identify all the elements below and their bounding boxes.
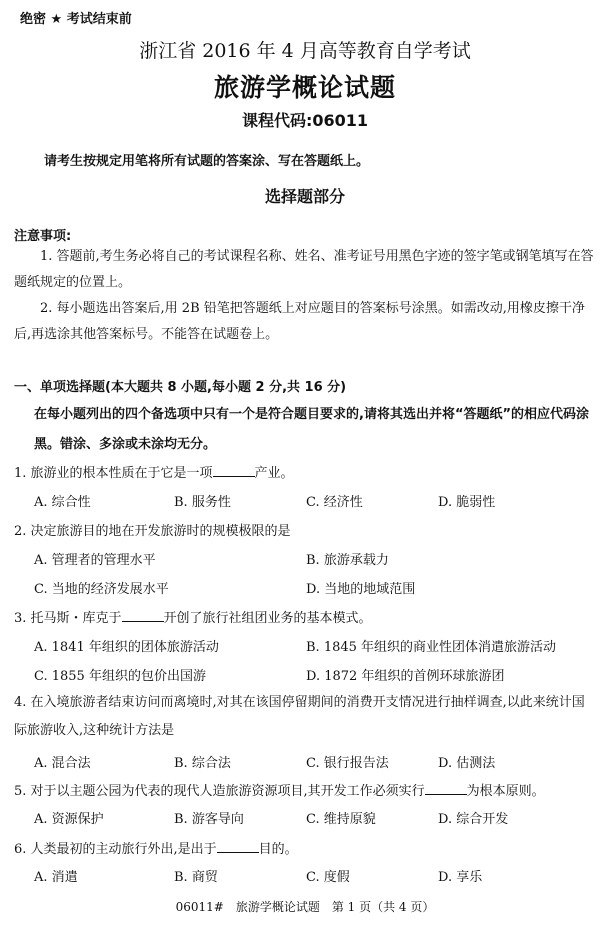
- option: A. 1841 年组织的团体旅游活动: [34, 640, 219, 655]
- question-3: [14, 607, 372, 626]
- exam-subtitle: 浙江省 2016 年 4 月高等教育自学考试: [139, 40, 471, 62]
- option: A. 消遣: [34, 870, 78, 885]
- option: A. 综合性: [34, 495, 91, 510]
- note-item: 2. 每小题选出答案后,用 2B 铅笔把答题纸上对应题目的答案标号涂黑。如需改动,用橡皮擦干净后,再选涂其他答案标号。不能答在试题卷上。: [14, 301, 585, 342]
- course-code: 课程代码:06011: [241, 111, 369, 130]
- option: D. 当地的地域范围: [306, 582, 416, 597]
- option: D. 估测法: [438, 756, 496, 771]
- option: B. 1845 年组织的商业性团体消遣旅游活动: [306, 640, 557, 655]
- option: B. 游客导向: [174, 812, 244, 827]
- notes-heading: 注意事项:: [14, 229, 72, 244]
- question-stem: 2. 决定旅游目的地在开发旅游时的规模极限的是: [14, 524, 291, 539]
- question-stem-end: 产业。: [254, 466, 294, 481]
- option: B. 服务性: [174, 495, 231, 510]
- option: C. 度假: [306, 870, 350, 885]
- option: C. 当地的经济发展水平: [34, 582, 169, 597]
- page-footer: 06011# 旅游学概论试题 第 1 页（共 4 页）: [175, 900, 435, 914]
- option: B. 旅游承载力: [306, 553, 389, 568]
- question-2: [14, 520, 291, 539]
- question-1: [14, 462, 294, 481]
- option: B. 商贸: [174, 870, 218, 885]
- answer-instruction: 请考生按规定用笔将所有试题的答案涂、写在答题纸上。: [44, 154, 370, 169]
- answer-blank: [425, 782, 467, 795]
- question-stem: 3. 托马斯・库克于: [14, 611, 122, 626]
- answer-blank: [213, 464, 255, 477]
- option: A. 资源保护: [34, 812, 104, 827]
- confidential-mark: 绝密 ★ 考试结束前: [20, 12, 132, 27]
- option: A. 管理者的管理水平: [34, 553, 156, 568]
- question-stem-end: 开创了旅行社组团业务的基本模式。: [163, 611, 372, 626]
- option: D. 享乐: [438, 870, 483, 885]
- option: D. 综合开发: [438, 812, 509, 827]
- question-stem: 6. 人类最初的主动旅行外出,是出于: [14, 842, 217, 857]
- question-stem: 1. 旅游业的根本性质在于它是一项: [14, 466, 213, 481]
- option: C. 银行报告法: [306, 756, 389, 771]
- exam-title: 旅游学概论试题: [213, 73, 396, 102]
- option: D. 1872 年组织的首例环球旅游团: [306, 669, 505, 684]
- option: A. 混合法: [34, 756, 91, 771]
- option: D. 脆弱性: [438, 495, 496, 510]
- answer-blank: [217, 840, 259, 853]
- note-item: 1. 答题前,考生务必将自己的考试课程名称、姓名、准考证号用黑色字迹的签字笔或钢笔填写在答题纸规定的位置上。: [14, 249, 594, 290]
- section-note: 在每小题列出的四个备选项中只有一个是符合题目要求的,请将其选出并将“答题纸”的相应代码涂黑。错涂、多涂或未涂均无分。: [34, 407, 590, 452]
- section-heading: 一、单项选择题(本大题共 8 小题,每小题 2 分,共 16 分): [14, 380, 347, 395]
- question-6: [14, 838, 298, 857]
- question-stem-end: 目的。: [258, 842, 298, 857]
- question-5: [14, 780, 545, 799]
- option: C. 维持原貌: [306, 812, 376, 827]
- answer-blank: [122, 609, 164, 622]
- option: C. 经济性: [306, 495, 363, 510]
- part-title: 选择题部分: [264, 187, 345, 206]
- question-stem-end: 为根本原则。: [466, 784, 545, 799]
- question-stem: 5. 对于以主题公园为代表的现代人造旅游资源项目,其开发工作必须实行: [14, 784, 425, 799]
- question-stem: 4. 在入境旅游者结束访问而离境时,对其在该国停留期间的消费开支情况进行抽样调查,以此来统计国际旅游收入,这种统计方法是: [14, 695, 585, 738]
- option: B. 综合法: [174, 756, 231, 771]
- question-4: [14, 689, 596, 745]
- option: C. 1855 年组织的包价出国游: [34, 669, 206, 684]
